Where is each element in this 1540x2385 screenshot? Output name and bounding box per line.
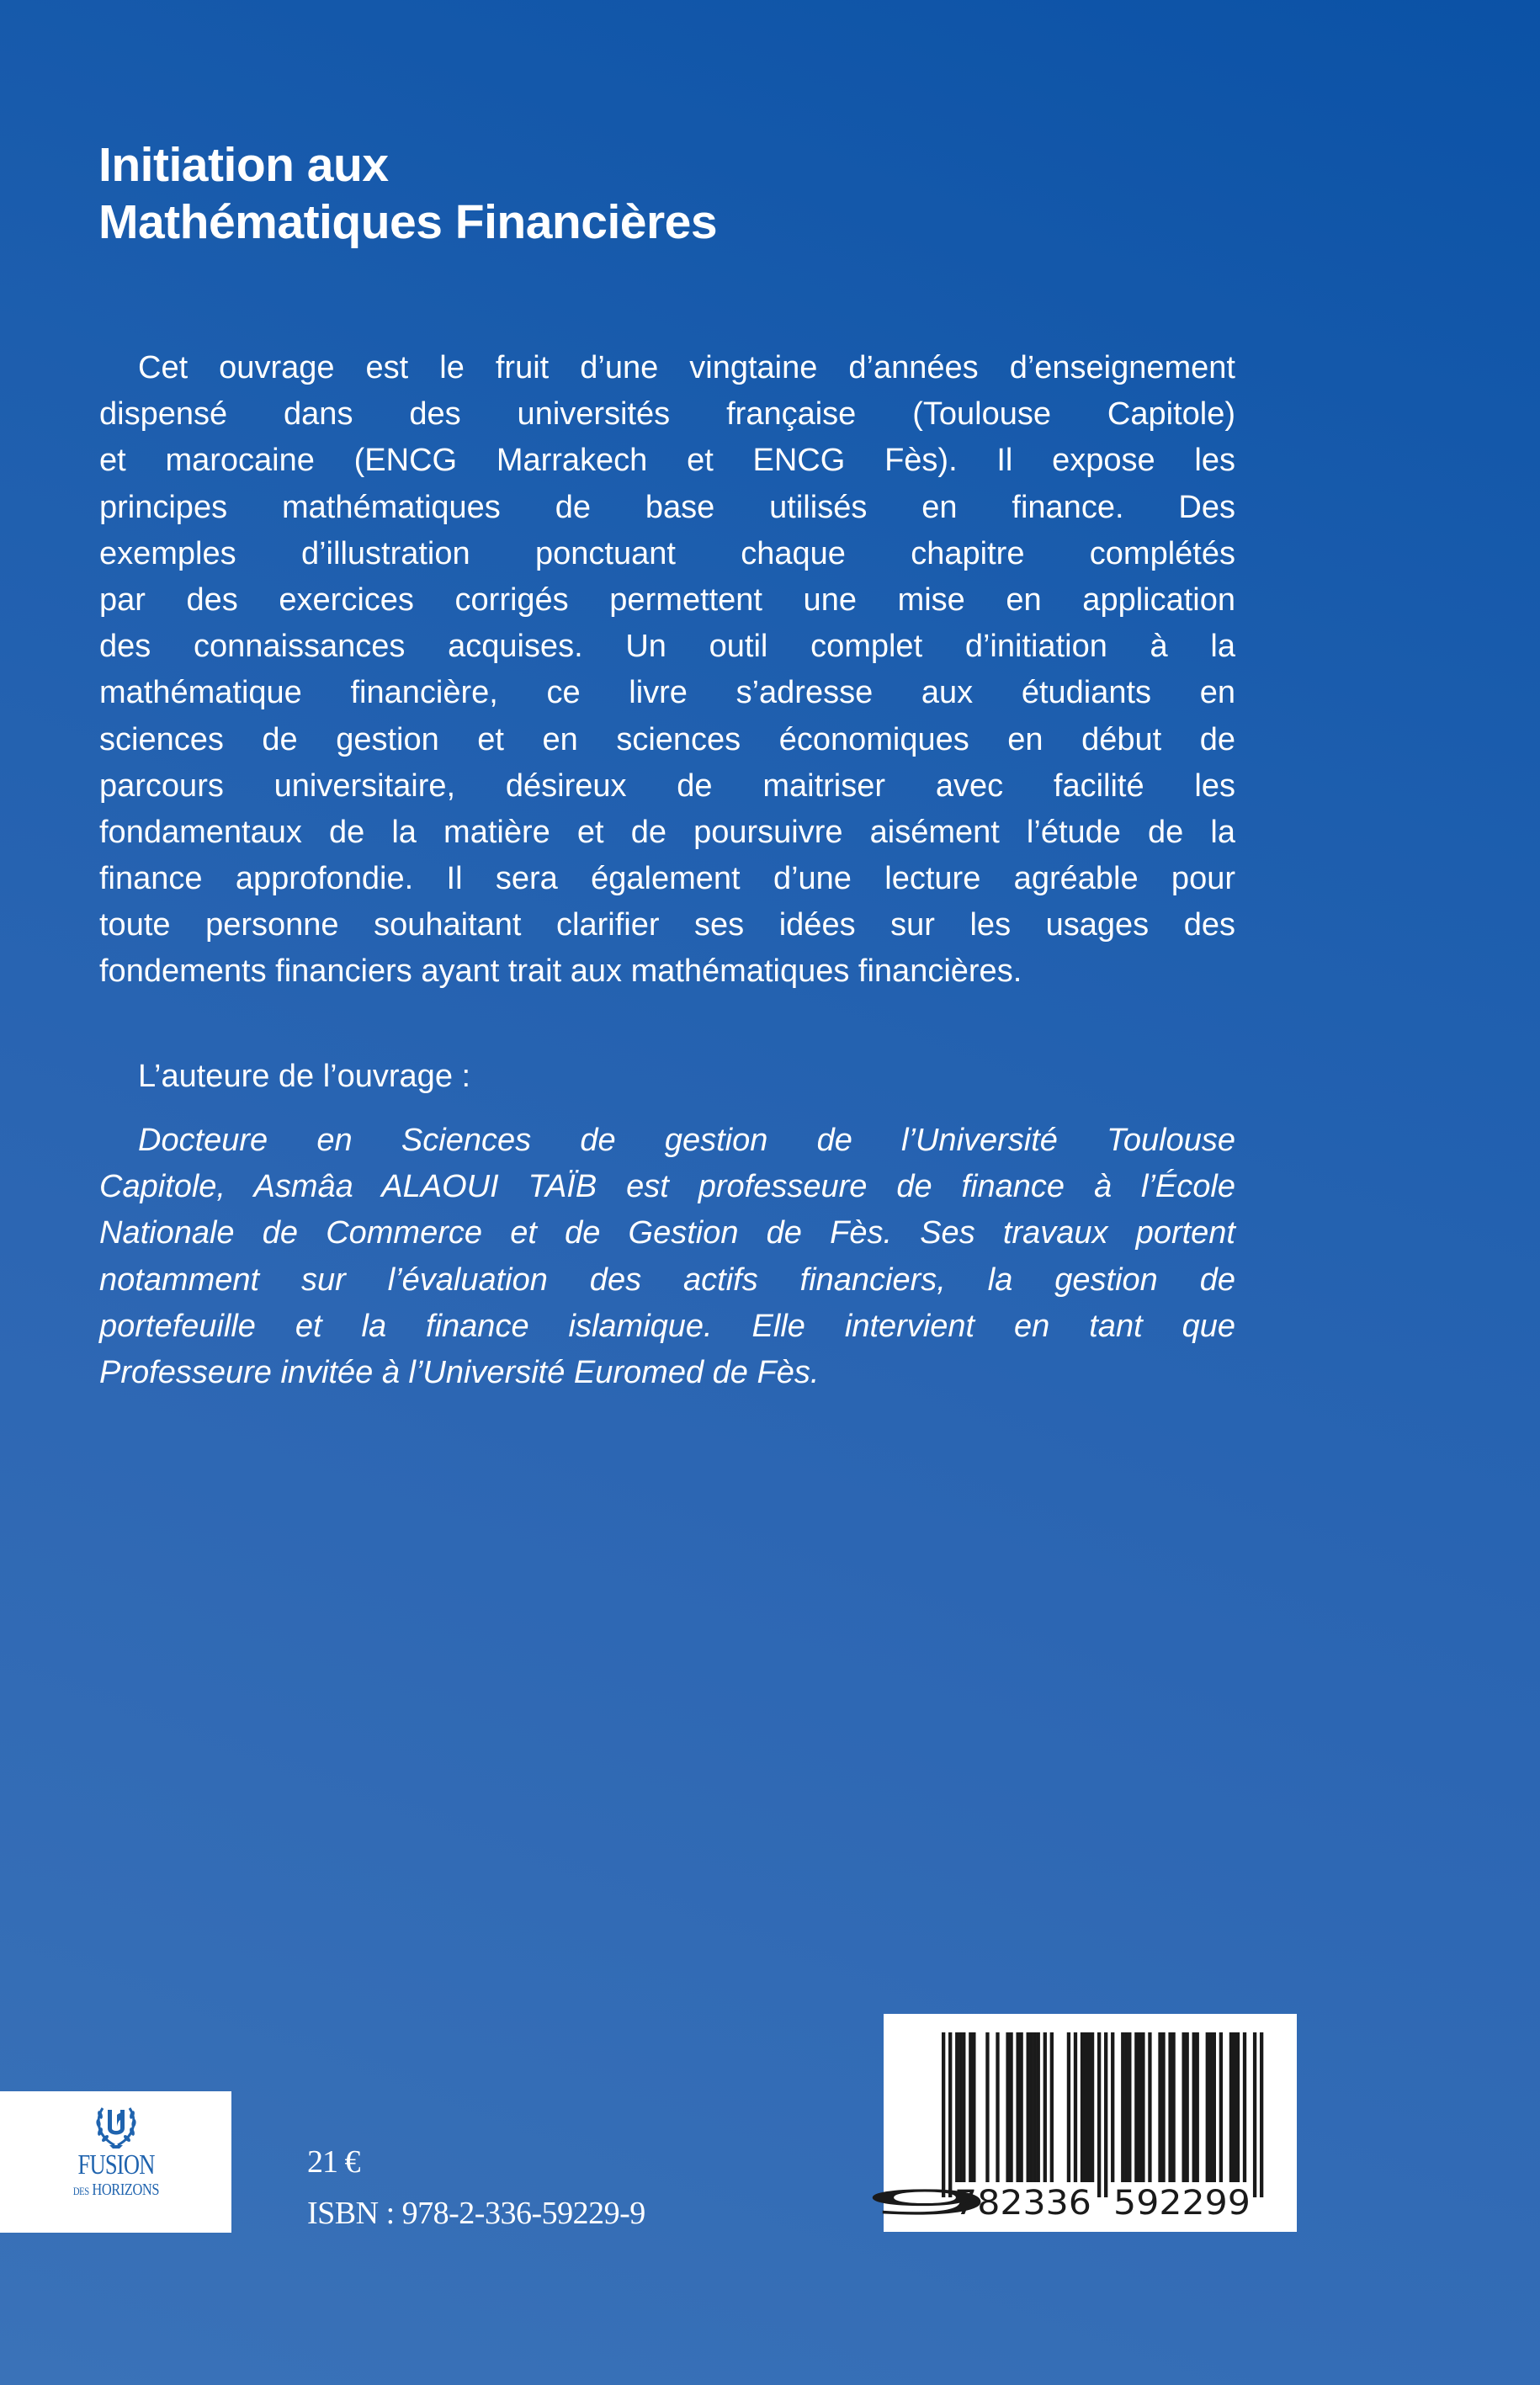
ean-barcode <box>858 2014 1297 2232</box>
author-bio-line: Capitole, Asmâa ALAOUI TAÏB est professeure de finance à l’École <box>99 1169 1235 1205</box>
author-heading: L’auteure de l’ouvrage : <box>138 1059 471 1094</box>
book-title <box>98 136 717 251</box>
description-line: mathématique financière, ce livre s’adresse aux étudiants en <box>99 675 1235 711</box>
publisher-prefix: DES <box>72 2185 89 2197</box>
svg-text:782336: 782336 <box>954 2184 1091 2223</box>
author-bio-line: Nationale de Commerce et de Gestion de Fès. Ses travaux portent <box>99 1215 1235 1251</box>
author-bio-line: Professeure invitée à l’Université Euromed de Fès. <box>99 1354 820 1390</box>
svg-text:592299: 592299 <box>1113 2184 1251 2223</box>
svg-text:9: 9 <box>858 2184 996 2223</box>
description-line: des connaissances acquises. Un outil complet d’initiation à la <box>99 629 1235 665</box>
description-line: dispensé dans des universités française (Toulouse Capitole) <box>99 396 1235 433</box>
author-bio-line: Docteure en Sciences de gestion de l’Université Toulouse <box>138 1123 1235 1158</box>
book-description <box>99 345 1235 996</box>
laurel-emblem-icon <box>94 2103 138 2150</box>
publisher-suffix: HORIZONS <box>92 2180 160 2199</box>
description-line: et marocaine (ENCG Marrakech et ENCG Fès). Il expose les <box>99 443 1235 479</box>
description-line: fondamentaux de la matière et de poursuivre aisément l’étude de la <box>99 814 1235 850</box>
barcode-graphic <box>858 2014 1297 2232</box>
description-line: finance approfondie. Il sera également d’une lecture agréable pour <box>99 861 1235 897</box>
author-bio-line: portefeuille et la finance islamique. Elle intervient en tant que <box>99 1308 1235 1344</box>
description-line: Cet ouvrage est le fruit d’une vingtaine d’années d’enseignement <box>138 350 1235 385</box>
publisher-name: FUSION <box>77 2149 155 2180</box>
description-line: exemples d’illustration ponctuant chaque chapitre complétés <box>99 535 1235 571</box>
description-line: toute personne souhaitant clarifier ses idées sur les usages des <box>99 907 1235 943</box>
description-line: principes mathématiques de base utilisés en finance. Des <box>99 489 1235 525</box>
author-bio-line: notamment sur l’évaluation des actifs financiers, la gestion de <box>99 1262 1235 1298</box>
publisher-logo <box>0 2091 231 2233</box>
publisher-subname <box>21 2180 211 2201</box>
author-bio <box>99 1118 1235 1396</box>
description-line: fondements financiers ayant trait aux mathématiques financières. <box>99 953 1022 990</box>
description-line: sciences de gestion et en sciences économiques en début de <box>99 721 1235 757</box>
book-title-line-1: Initiation aux <box>98 138 389 192</box>
isbn: ISBN : 978-2-336-59229-9 <box>307 2196 645 2231</box>
description-line: par des exercices corrigés permettent une mise en application <box>99 582 1235 618</box>
book-title-line-2: Mathématiques Financières <box>98 195 718 249</box>
price: 21 € <box>307 2144 360 2180</box>
description-line: parcours universitaire, désireux de maitriser avec facilité les <box>99 768 1235 804</box>
